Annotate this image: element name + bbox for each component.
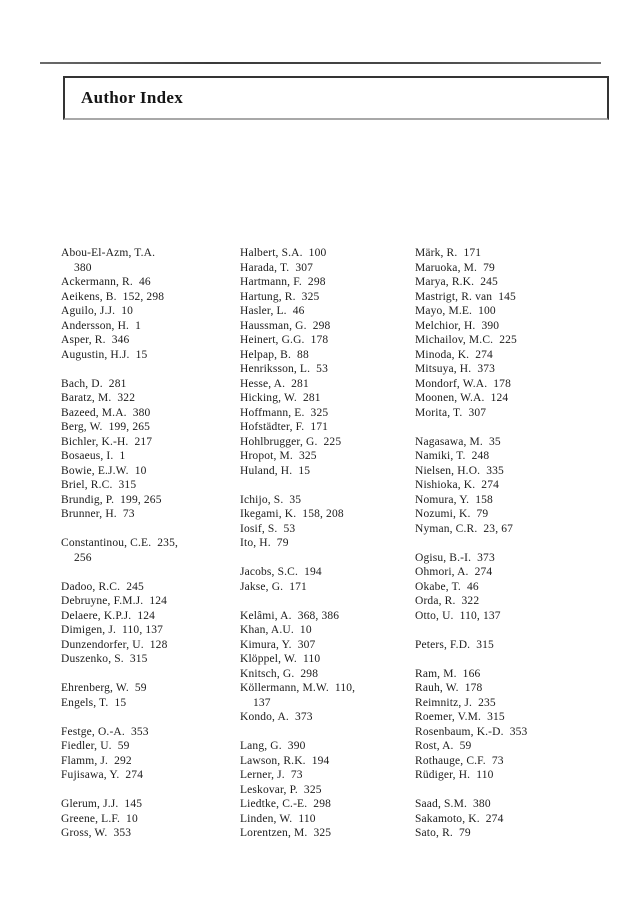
entry-line: Nozumi, K. 79 — [415, 508, 489, 520]
entry-line: Nyman, C.R. 23, 67 — [415, 522, 514, 535]
entry-continuation-line: 380 — [74, 261, 92, 274]
index-entry — [415, 812, 606, 827]
index-entry — [415, 435, 606, 450]
index-entry — [240, 261, 415, 276]
index-entry — [61, 812, 240, 827]
entry-line: Rauh, W. 178 — [415, 682, 483, 694]
index-entry — [61, 333, 240, 348]
entry-line: Andersson, H. 1 — [61, 319, 142, 332]
index-entry — [415, 406, 606, 421]
entry-line: Ram, M. 166 — [415, 667, 481, 680]
entry-line: Brunner, H. 73 — [61, 508, 135, 520]
entry-line: Harada, T. 307 — [240, 261, 314, 274]
entry-line: Kelâmi, A. 368, 386 — [240, 609, 340, 622]
entry-line: Constantinou, C.E. 235, — [61, 537, 179, 549]
index-entry — [415, 681, 606, 696]
index-entry — [240, 319, 415, 334]
letter-group-l — [240, 739, 415, 841]
index-entry — [240, 536, 415, 551]
entry-line: Michailov, M.C. 225 — [415, 334, 517, 346]
index-entry — [240, 580, 415, 595]
entry-line: Linden, W. 110 — [240, 812, 316, 825]
index-entry — [240, 304, 415, 319]
index-entry — [415, 449, 606, 464]
entry-line: Ichijo, S. 35 — [240, 493, 302, 506]
entry-line: Halbert, S.A. 100 — [240, 247, 327, 259]
entry-line: Huland, H. 15 — [240, 464, 311, 477]
entry-line: Mastrigt, R. van 145 — [415, 290, 516, 303]
index-entry — [415, 580, 606, 595]
entry-line: Mondorf, W.A. 178 — [415, 377, 511, 390]
letter-group-h — [240, 246, 415, 478]
index-entry — [240, 362, 415, 377]
index-entry — [240, 333, 415, 348]
index-entry — [415, 464, 606, 479]
entry-line: Saad, S.M. 380 — [415, 798, 491, 810]
entry-line: Peters, F.D. 315 — [415, 638, 494, 651]
entry-line: Knitsch, G. 298 — [240, 667, 319, 680]
index-entry — [61, 652, 240, 667]
letter-group-c — [61, 536, 240, 565]
entry-line: Delaere, K.P.J. 124 — [61, 609, 156, 622]
index-entry — [61, 348, 240, 363]
entry-line: Helpap, B. 88 — [240, 348, 309, 361]
index-entry — [415, 507, 606, 522]
index-entry — [415, 478, 606, 493]
index-column — [61, 246, 240, 841]
entry-line: Rüdiger, H. 110 — [415, 769, 494, 781]
entry-line: Iosif, S. 53 — [240, 522, 296, 535]
entry-line: Nomura, Y. 158 — [415, 493, 493, 506]
entry-line: Sakamoto, K. 274 — [415, 812, 504, 825]
entry-line: Moonen, W.A. 124 — [415, 392, 509, 404]
letter-group-b — [61, 377, 240, 522]
entry-line: Ackermann, R. 46 — [61, 276, 151, 288]
entry-line: Mayo, M.E. 100 — [415, 305, 496, 317]
index-column — [240, 246, 415, 841]
entry-line: Namiki, T. 248 — [415, 450, 490, 462]
entry-line: Ikegami, K. 158, 208 — [240, 508, 344, 520]
index-entry — [61, 275, 240, 290]
index-entry — [240, 420, 415, 435]
entry-line: Märk, R. 171 — [415, 247, 482, 259]
index-entry — [240, 464, 415, 479]
entry-line: Abou-El-Azm, T.A. — [61, 247, 156, 259]
entry-line: Dadoo, R.C. 245 — [61, 580, 144, 593]
index-entry — [240, 623, 415, 638]
entry-line: Roemer, V.M. 315 — [415, 711, 505, 723]
entry-line: Debruyne, F.M.J. 124 — [61, 595, 168, 607]
index-entry — [240, 348, 415, 363]
index-entry — [240, 522, 415, 537]
index-entry — [61, 754, 240, 769]
index-entry — [415, 261, 606, 276]
index-entry — [61, 580, 240, 595]
index-entry — [240, 449, 415, 464]
entry-line: Aeikens, B. 152, 298 — [61, 290, 165, 303]
entry-line: Minoda, K. 274 — [415, 348, 493, 361]
entry-line: Lorentzen, M. 325 — [240, 827, 332, 839]
index-entry — [415, 348, 606, 363]
entry-line: Hicking, W. 281 — [240, 392, 321, 404]
index-entry — [61, 435, 240, 450]
index-entry — [415, 377, 606, 392]
entry-line: Bowie, E.J.W. 10 — [61, 464, 147, 477]
entry-line: Lang, G. 390 — [240, 740, 306, 752]
entry-line: Marya, R.K. 245 — [415, 276, 498, 288]
page-title: Author Index — [81, 88, 184, 107]
index-column — [415, 246, 606, 841]
letter-group-i — [240, 493, 415, 551]
entry-line: Leskovar, P. 325 — [240, 783, 322, 796]
letter-group-r — [415, 667, 606, 783]
entry-line: Bach, D. 281 — [61, 377, 127, 390]
top-horizontal-rule — [40, 62, 601, 64]
entry-line: Berg, W. 199, 265 — [61, 421, 151, 433]
letter-group-j — [240, 565, 415, 594]
entry-line: Ogisu, B.-I. 373 — [415, 551, 495, 564]
entry-line: Melchior, H. 390 — [415, 319, 500, 332]
entry-line: Henriksson, L. 53 — [240, 363, 328, 375]
entry-continuation-line: 137 — [253, 696, 271, 709]
index-entry — [415, 594, 606, 609]
entry-line: Jacobs, S.C. 194 — [240, 566, 322, 578]
index-entry — [61, 478, 240, 493]
entry-line: Dimigen, J. 110, 137 — [61, 624, 164, 636]
index-entry — [240, 783, 415, 798]
entry-line: Rost, A. 59 — [415, 740, 472, 752]
index-entry — [240, 275, 415, 290]
letter-group-n — [415, 435, 606, 537]
entry-line: Liedtke, C.-E. 298 — [240, 798, 331, 810]
index-entry — [415, 797, 606, 812]
index-entry — [415, 319, 606, 334]
entry-line: Hofstädter, F. 171 — [240, 421, 329, 433]
entry-line: Dunzendorfer, U. 128 — [61, 638, 168, 651]
index-entry — [240, 768, 415, 783]
index-entry — [61, 290, 240, 305]
index-entry — [240, 812, 415, 827]
entry-line: Duszenko, S. 315 — [61, 653, 148, 665]
index-entry — [415, 246, 606, 261]
index-entry — [240, 377, 415, 392]
index-entry — [61, 449, 240, 464]
index-entry — [415, 290, 606, 305]
entry-line: Reimnitz, J. 235 — [415, 696, 496, 709]
index-entry — [415, 638, 606, 653]
index-entry — [240, 667, 415, 682]
entry-line: Hesse, A. 281 — [240, 377, 309, 390]
index-columns — [61, 246, 606, 841]
entry-line: Maruoka, M. 79 — [415, 261, 495, 274]
index-entry — [240, 638, 415, 653]
entry-line: Bichler, K.-H. 217 — [61, 435, 153, 448]
index-entry — [415, 551, 606, 566]
index-entry — [240, 609, 415, 624]
entry-line: Flamm, J. 292 — [61, 754, 132, 767]
index-entry — [415, 739, 606, 754]
index-entry — [240, 493, 415, 508]
entry-line: Bazeed, M.A. 380 — [61, 406, 151, 419]
index-entry — [61, 246, 240, 275]
entry-line: Okabe, T. 46 — [415, 580, 479, 593]
index-entry — [240, 406, 415, 421]
letter-group-o — [415, 551, 606, 624]
index-entry — [240, 826, 415, 841]
index-entry — [240, 652, 415, 667]
index-entry — [240, 710, 415, 725]
entry-line: Khan, A.U. 10 — [240, 624, 312, 636]
letter-group-f — [61, 725, 240, 783]
entry-line: Asper, R. 346 — [61, 334, 130, 346]
index-entry — [415, 725, 606, 740]
index-entry — [240, 246, 415, 261]
index-entry — [415, 493, 606, 508]
letter-group-d — [61, 580, 240, 667]
entry-line: Hropot, M. 325 — [240, 450, 317, 462]
letter-group-g — [61, 797, 240, 841]
entry-line: Bosaeus, I. 1 — [61, 450, 126, 462]
entry-line: Ito, H. 79 — [240, 537, 289, 549]
index-entry — [415, 304, 606, 319]
entry-line: Ohmori, A. 274 — [415, 566, 493, 578]
entry-line: Hartmann, F. 298 — [240, 276, 326, 288]
index-entry — [240, 797, 415, 812]
index-entry — [415, 275, 606, 290]
index-entry — [61, 594, 240, 609]
entry-line: Jakse, G. 171 — [240, 580, 307, 593]
index-entry — [240, 754, 415, 769]
entry-line: Fujisawa, Y. 274 — [61, 769, 144, 781]
entry-line: Kimura, Y. 307 — [240, 638, 316, 651]
index-entry — [240, 739, 415, 754]
index-entry — [415, 667, 606, 682]
entry-line: Nagasawa, M. 35 — [415, 435, 501, 448]
entry-line: Lawson, R.K. 194 — [240, 754, 330, 767]
entry-line: Nielsen, H.O. 335 — [415, 464, 504, 477]
index-entry — [61, 493, 240, 508]
index-entry — [415, 696, 606, 711]
index-entry — [415, 609, 606, 624]
entry-line: Fiedler, U. 59 — [61, 740, 130, 752]
letter-group-k — [240, 609, 415, 725]
entry-line: Haussman, G. 298 — [240, 319, 331, 332]
entry-line: Lerner, J. 73 — [240, 769, 303, 781]
index-entry — [415, 826, 606, 841]
entry-line: Gross, W. 353 — [61, 827, 132, 839]
entry-line: Sato, R. 79 — [415, 827, 471, 839]
index-entry — [61, 609, 240, 624]
index-entry — [415, 391, 606, 406]
entry-continuation-line: 256 — [74, 551, 92, 564]
index-entry — [61, 304, 240, 319]
index-entry — [240, 681, 415, 710]
index-entry — [415, 754, 606, 769]
entry-line: Morita, T. 307 — [415, 406, 487, 419]
entry-line: Hasler, L. 46 — [240, 305, 305, 317]
title-box — [63, 76, 609, 120]
entry-line: Hoffmann, E. 325 — [240, 406, 329, 419]
entry-line: Glerum, J.J. 145 — [61, 798, 143, 810]
letter-group-s — [415, 797, 606, 841]
index-entry — [61, 406, 240, 421]
entry-line: Brundig, P. 199, 265 — [61, 493, 162, 506]
index-entry — [61, 319, 240, 334]
letter-group-m — [415, 246, 606, 420]
entry-line: Baratz, M. 322 — [61, 392, 136, 404]
entry-line: Greene, L.F. 10 — [61, 812, 138, 825]
index-entry — [415, 710, 606, 725]
index-entry — [415, 333, 606, 348]
entry-line: Heinert, G.G. 178 — [240, 334, 329, 346]
index-entry — [61, 420, 240, 435]
index-entry — [61, 464, 240, 479]
index-entry — [61, 536, 240, 565]
letter-group-e — [61, 681, 240, 710]
index-entry — [240, 435, 415, 450]
entry-line: Aguilo, J.J. 10 — [61, 305, 134, 317]
index-entry — [240, 507, 415, 522]
index-entry — [61, 507, 240, 522]
index-entry — [415, 362, 606, 377]
index-entry — [61, 739, 240, 754]
entry-line: Mitsuya, H. 373 — [415, 363, 496, 375]
index-entry — [61, 725, 240, 740]
entry-line: Otto, U. 110, 137 — [415, 609, 501, 622]
entry-line: Hohlbrugger, G. 225 — [240, 435, 342, 448]
entry-line: Rothauge, C.F. 73 — [415, 754, 504, 767]
index-entry — [415, 522, 606, 537]
index-entry — [61, 681, 240, 696]
letter-group-a — [61, 246, 240, 362]
entry-line: Rosenbaum, K.-D. 353 — [415, 725, 528, 738]
entry-line: Ehrenberg, W. 59 — [61, 682, 147, 694]
index-entry — [61, 797, 240, 812]
index-entry — [415, 565, 606, 580]
entry-line: Festge, O.-A. 353 — [61, 725, 149, 738]
index-entry — [240, 391, 415, 406]
entry-line: Kondo, A. 373 — [240, 711, 313, 723]
index-entry — [61, 623, 240, 638]
entry-line: Augustin, H.J. 15 — [61, 348, 148, 361]
entry-line: Klöppel, W. 110 — [240, 653, 321, 665]
entry-line: Hartung, R. 325 — [240, 290, 320, 303]
entry-line: Engels, T. 15 — [61, 696, 127, 709]
index-entry — [61, 696, 240, 711]
index-entry — [61, 638, 240, 653]
letter-group-p — [415, 638, 606, 653]
index-entry — [240, 565, 415, 580]
entry-line: Nishioka, K. 274 — [415, 479, 500, 491]
index-entry — [61, 826, 240, 841]
entry-line: Orda, R. 322 — [415, 595, 480, 607]
index-entry — [61, 768, 240, 783]
index-entry — [61, 377, 240, 392]
entry-line: Briel, R.C. 315 — [61, 479, 137, 491]
index-entry — [415, 768, 606, 783]
index-entry — [61, 391, 240, 406]
entry-line: Köllermann, M.W. 110, — [240, 682, 356, 694]
index-entry — [240, 290, 415, 305]
